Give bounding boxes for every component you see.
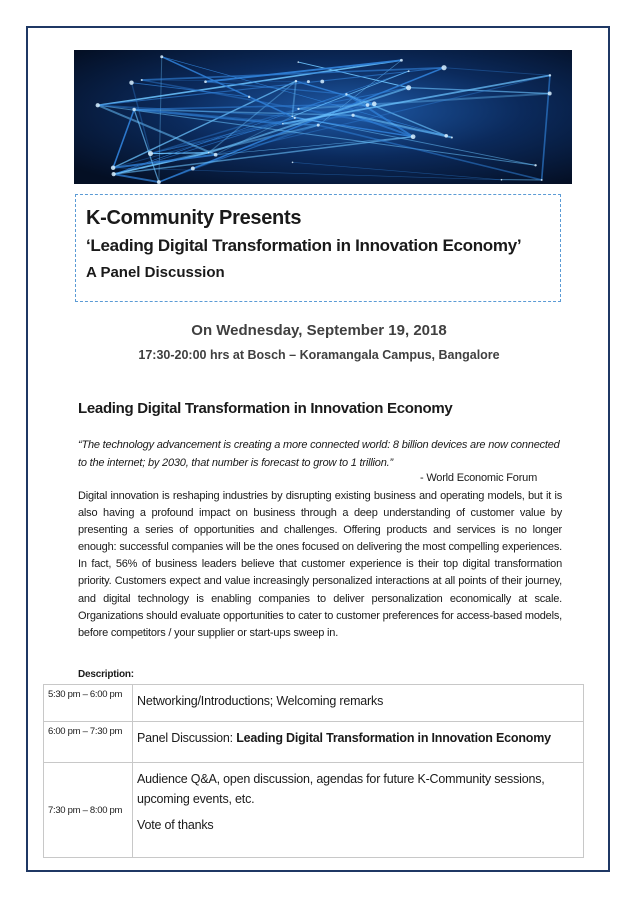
network-node	[204, 80, 207, 83]
network-node	[148, 151, 153, 156]
network-node	[112, 172, 116, 176]
network-node	[541, 179, 543, 181]
description-label: Description:	[78, 669, 134, 680]
schedule-item: Networking/Introductions; Welcoming remarks	[133, 685, 584, 722]
schedule-time: 6:00 pm – 7:30 pm	[44, 722, 133, 763]
network-node	[96, 103, 100, 107]
table-row	[44, 685, 584, 722]
section-heading: Leading Digital Transformation in Innovation Economy	[78, 400, 453, 417]
network-node	[441, 65, 446, 70]
network-node	[292, 162, 294, 164]
table-row	[44, 763, 584, 858]
network-banner-image	[74, 50, 572, 184]
network-node	[351, 114, 354, 117]
schedule-table	[43, 684, 584, 858]
network-node	[160, 55, 163, 58]
network-node	[549, 74, 551, 76]
network-node	[317, 124, 320, 127]
network-node	[451, 137, 453, 139]
network-node	[372, 102, 377, 107]
schedule-time: 5:30 pm – 6:00 pm	[44, 685, 133, 722]
network-node	[191, 167, 195, 171]
schedule-item-line: Vote of thanks	[137, 818, 214, 832]
network-node	[307, 80, 310, 83]
event-date: On Wednesday, September 19, 2018	[191, 322, 447, 339]
network-node	[294, 117, 296, 119]
network-node	[157, 180, 161, 184]
network-node	[501, 179, 503, 181]
network-node	[248, 96, 250, 98]
network-node	[548, 92, 552, 96]
schedule-item	[133, 763, 584, 858]
network-node	[208, 152, 210, 154]
network-node	[141, 79, 143, 81]
presents-box	[75, 194, 561, 302]
event-venue: 17:30-20:00 hrs at Bosch – Koramangala Campus, Bangalore	[138, 348, 500, 362]
event-format: A Panel Discussion	[86, 264, 225, 281]
network-node	[366, 103, 370, 107]
quote-attribution: - World Economic Forum	[420, 472, 538, 484]
network-node	[345, 93, 347, 95]
network-node	[444, 134, 448, 138]
network-node	[400, 59, 403, 62]
quote-text: “The technology advancement is creating a more connected world: 8 billion devices are now connected to the internet; by 2030, that number is forecast to grow to 1 trillion.”	[78, 439, 560, 469]
network-node	[282, 123, 284, 125]
table-row	[44, 722, 584, 763]
network-node	[534, 164, 536, 166]
network-node	[297, 108, 299, 110]
body-paragraph: Digital innovation is reshaping industries by disrupting existing business and operating models, but it is also having a profound impact on business through a deep understanding of customer value by presenting a series of opportunities and challenges. Offering products and services is no longer enough: successful companies will be the ones focused on delivering the most compelling experiences. In fact, 56% of business leaders believe that customer experience is their top digital transformation priority. Customers expect and value increasingly personalized interactions at all points of their journey, and digital technology is enabling companies to deliver personalization economically at scale. Organizations should evaluate opportunities to cater to customer preferences for access-based models, before competitors / your supplier or start-ups sweep in.	[78, 490, 562, 639]
schedule-time: 7:30 pm – 8:00 pm	[44, 763, 133, 858]
network-node	[132, 108, 135, 111]
schedule-item	[133, 722, 584, 763]
presents-title: K-Community Presents	[86, 207, 302, 229]
network-node	[129, 80, 133, 84]
network-node	[291, 116, 293, 118]
network-node	[295, 80, 298, 83]
network-node	[297, 61, 299, 63]
schedule-item-prefix: Panel Discussion:	[137, 731, 237, 745]
schedule-item-bold: Leading Digital Transformation in Innovation Economy	[236, 731, 551, 745]
event-title: ‘Leading Digital Transformation in Innovation Economy’	[86, 236, 522, 255]
schedule-item-line: Audience Q&A, open discussion, agendas for future K-Community sessions, upcoming events, etc.	[137, 772, 545, 806]
network-node	[406, 85, 411, 90]
network-node	[214, 153, 218, 157]
network-node	[411, 134, 416, 139]
network-node	[408, 70, 410, 72]
network-node	[320, 80, 324, 84]
network-node	[111, 166, 115, 170]
